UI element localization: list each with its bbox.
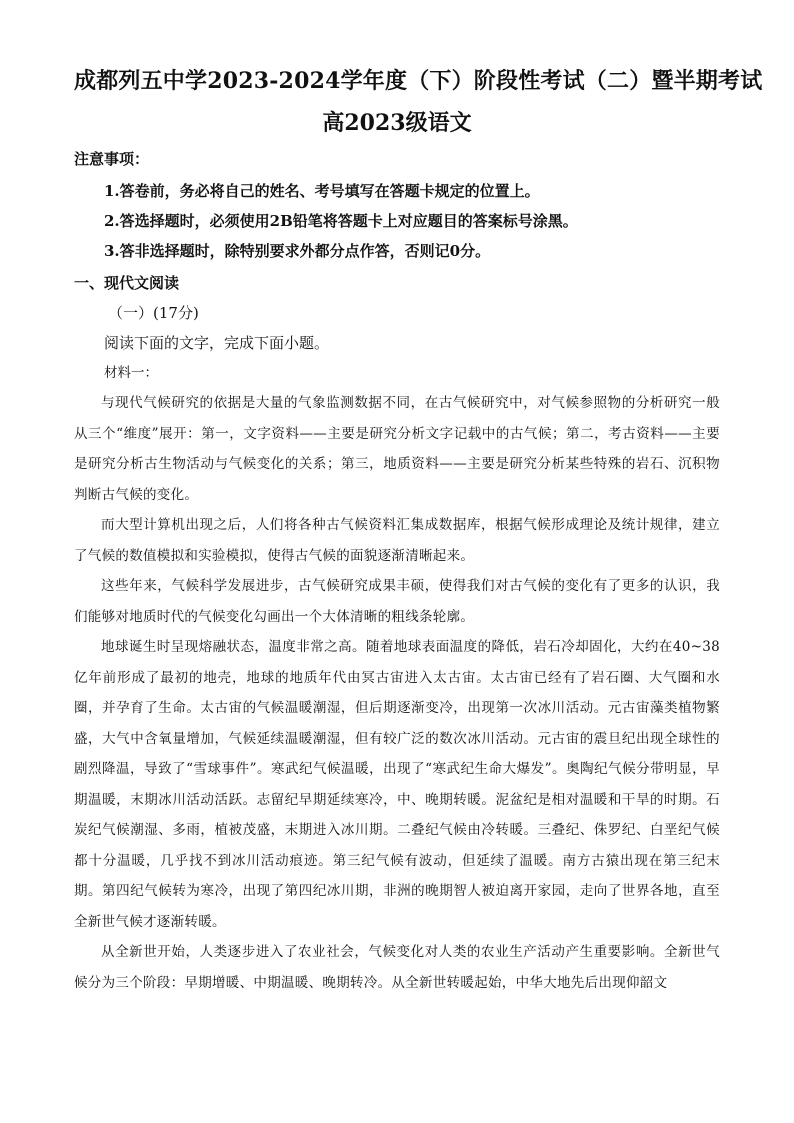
reading-section: [74, 268, 720, 998]
body-paragraph: 与现代气候研究的依据是大量的气象监测数据不同，在古气候研究中，对气候参照物的分析研究一般从三个“维度”展开：第一，文字资料——主要是研究分析文字记载中的古气候；第二，考古资料——主要是研究分析古生物活动与气候变化的关系；第三，地质资料——主要是研究分析某些特殊的岩石、沉积物判断古气候的变化。: [74, 395, 720, 503]
exam-subtitle: 高2023级语文: [322, 110, 472, 136]
body-paragraph: 从全新世开始，人类逐步进入了农业社会，气候变化对人类的农业生产活动产生重要影响。全新世气候分为三个阶段：早期增暖、中期温暖、晚期转冷。从全新世转暖起始，中华大地先后出现仰韶文: [74, 944, 720, 991]
material-label: 材料一：: [104, 365, 158, 381]
section-title: 一、现代文阅读: [74, 274, 180, 292]
notice-item: 2.答选择题时，必须使用2B铅笔将答题卡上对应题目的答案标号涂黑。: [104, 212, 578, 230]
exam-title: 成都列五中学2023-2024学年度（下）阶段性考试（二）暨半期考试: [74, 68, 763, 94]
notice-item: 3.答非选择题时，除特别要求外都分点作答，否则记0分。: [104, 242, 491, 260]
notice-label: 注意事项：: [74, 150, 150, 168]
notice-item: 1.答卷前，务必将自己的姓名、考号填写在答题卡规定的位置上。: [104, 182, 540, 200]
body-paragraph: 这些年来，气候科学发展进步，古气候研究成果丰硕，使得我们对古气候的变化有了更多的认识，我们能够对地质时代的气候变化勾画出一个大体清晰的粗线条轮廓。: [74, 578, 720, 625]
body-paragraph: 而大型计算机出现之后，人们将各种古气候资料汇集成数据库，根据气候形成理论及统计规律，建立了气候的数值模拟和实验模拟，使得古气候的面貌逐渐清晰起来。: [74, 517, 720, 564]
body-paragraph: 地球诞生时呈现熔融状态，温度非常之高。随着地球表面温度的降低，岩石冷却固化，大约在40~38亿年前形成了最初的地壳，地球的地质年代由冥古宙进入太古宙。太古宙已经有了岩石圈、大气圈和水圈，并孕育了生命。太古宙的气候温暖潮湿，但后期逐渐变冷，出现第一次冰川活动。元古宙藻类植物繁盛，大气中含氧量增加，气候延续温暖潮湿，但有较广泛的数次冰川活动。元古宙的震旦纪出现全球性的剧烈降温，导致了“雪球事件”。寒武纪气候温暖，出现了“寒武纪生命大爆发”。奥陶纪气候分带明显，早期温暖，末期冰川活动活跃。志留纪早期延续寒冷，中、晚期转暖。泥盆纪是相对温暖和干旱的时期。石炭纪气候潮湿、多雨，植被茂盛，末期进入冰川期。二叠纪气候由冷转暖。三叠纪、侏罗纪、白垩纪气候都十分温暖，几乎找不到冰川活动痕迹。第三纪气候有波动，但延续了温暖。南方古猿出现在第三纪末期。第四纪气候转为寒冷，出现了第四纪冰川期，非洲的晚期智人被迫离开家园，走向了世界各地，直至全新世气候才逐渐转暖。: [74, 639, 720, 930]
section-instruction: 阅读下面的文字，完成下面小题。: [104, 334, 330, 352]
section-part: （一）(17分): [108, 304, 199, 322]
notice-block: [74, 148, 720, 266]
